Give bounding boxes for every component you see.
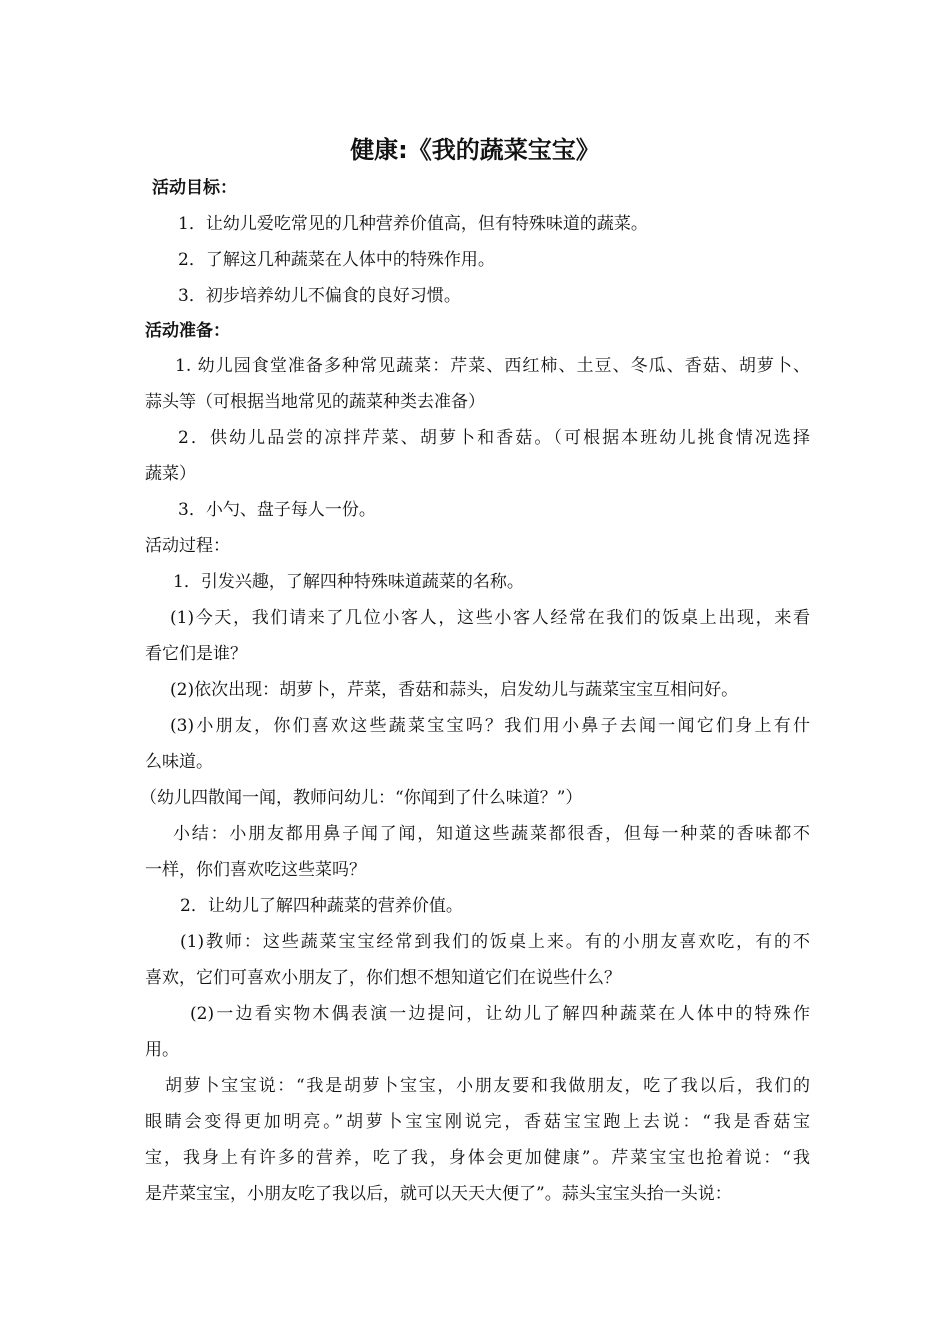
process-question-1-line-2: 喜欢，它们可喜欢小朋友了，你们想不想知道它们在说些什么？ (145, 968, 621, 988)
process-paragraph-3-line-2: 么味道。 (145, 752, 213, 772)
goal-item-3: 3．初步培养幼儿不偏食的良好习惯。 (178, 286, 461, 306)
goal-item-1: 1．让幼儿爱吃常见的几种营养价值高，但有特殊味道的蔬菜。 (178, 214, 648, 234)
process-story-line-1: 胡萝卜宝宝说：“我是胡萝卜宝宝，小朋友要和我做朋友，吃了我以后，我们的 (165, 1076, 810, 1096)
process-story-line-4: 是芹菜宝宝，小朋友吃了我以后，就可以天天大便了”。蒜头宝宝头抬一头说： (145, 1184, 732, 1204)
process-step-1: 1．引发兴趣，了解四种特殊味道蔬菜的名称。 (173, 572, 524, 592)
goal-item-2: 2．了解这几种蔬菜在人体中的特殊作用。 (178, 250, 495, 270)
document-title: 健康:《我的蔬菜宝宝》 (350, 136, 600, 164)
preparation-item-1-line-2: 蒜头等（可根据当地常见的蔬菜种类去准备） (145, 392, 485, 412)
preparation-heading: 活动准备： (145, 321, 230, 341)
process-summary-line-2: 一样，你们喜欢吃这些菜吗？ (145, 860, 366, 880)
preparation-item-1-line-1: 1. 幼儿园食堂准备多种常见蔬菜：芹菜、西红柿、土豆、冬瓜、香菇、胡萝卜、 (175, 356, 810, 376)
goals-heading: 活动目标： (152, 178, 237, 198)
preparation-item-2-line-2: 蔬菜） (145, 464, 196, 484)
process-summary-line-1: 小结：小朋友都用鼻子闻了闻，知道这些蔬菜都很香，但每一种菜的香味都不 (173, 824, 810, 844)
process-question-1-line-1: (1)教师：这些蔬菜宝宝经常到我们的饭桌上来。有的小朋友喜欢吃，有的不 (180, 932, 810, 952)
preparation-item-2-line-1: 2．供幼儿品尝的凉拌芹菜、胡萝卜和香菇。（可根据本班幼儿挑食情况选择 (178, 428, 810, 448)
process-question-2-line-1: (2)一边看实物木偶表演一边提问，让幼儿了解四种蔬菜在人体中的特殊作 (190, 1004, 810, 1024)
process-paragraph-4: （幼儿四散闻一闻，教师问幼儿：“你闻到了什么味道？”） (140, 788, 583, 808)
preparation-item-3: 3．小勺、盘子每人一份。 (178, 500, 376, 520)
process-question-2-line-2: 用。 (145, 1040, 179, 1060)
process-paragraph-1-line-2: 看它们是谁？ (145, 644, 247, 664)
process-heading: 活动过程： (145, 536, 230, 556)
process-story-line-3: 宝，我身上有许多的营养，吃了我，身体会更加健康”。芹菜宝宝也抢着说：“我 (145, 1148, 810, 1168)
process-paragraph-3-line-1: (3)小朋友，你们喜欢这些蔬菜宝宝吗？我们用小鼻子去闻一闻它们身上有什 (170, 716, 810, 736)
process-paragraph-1-line-1: (1)今天，我们请来了几位小客人，这些小客人经常在我们的饭桌上出现，来看 (170, 608, 810, 628)
process-story-line-2: 眼睛会变得更加明亮。”胡萝卜宝宝刚说完，香菇宝宝跑上去说：“我是香菇宝 (145, 1112, 810, 1132)
process-step-2: 2．让幼儿了解四种蔬菜的营养价值。 (180, 896, 463, 916)
process-paragraph-2: (2)依次出现：胡萝卜，芹菜，香菇和蒜头，启发幼儿与蔬菜宝宝互相问好。 (170, 680, 739, 700)
